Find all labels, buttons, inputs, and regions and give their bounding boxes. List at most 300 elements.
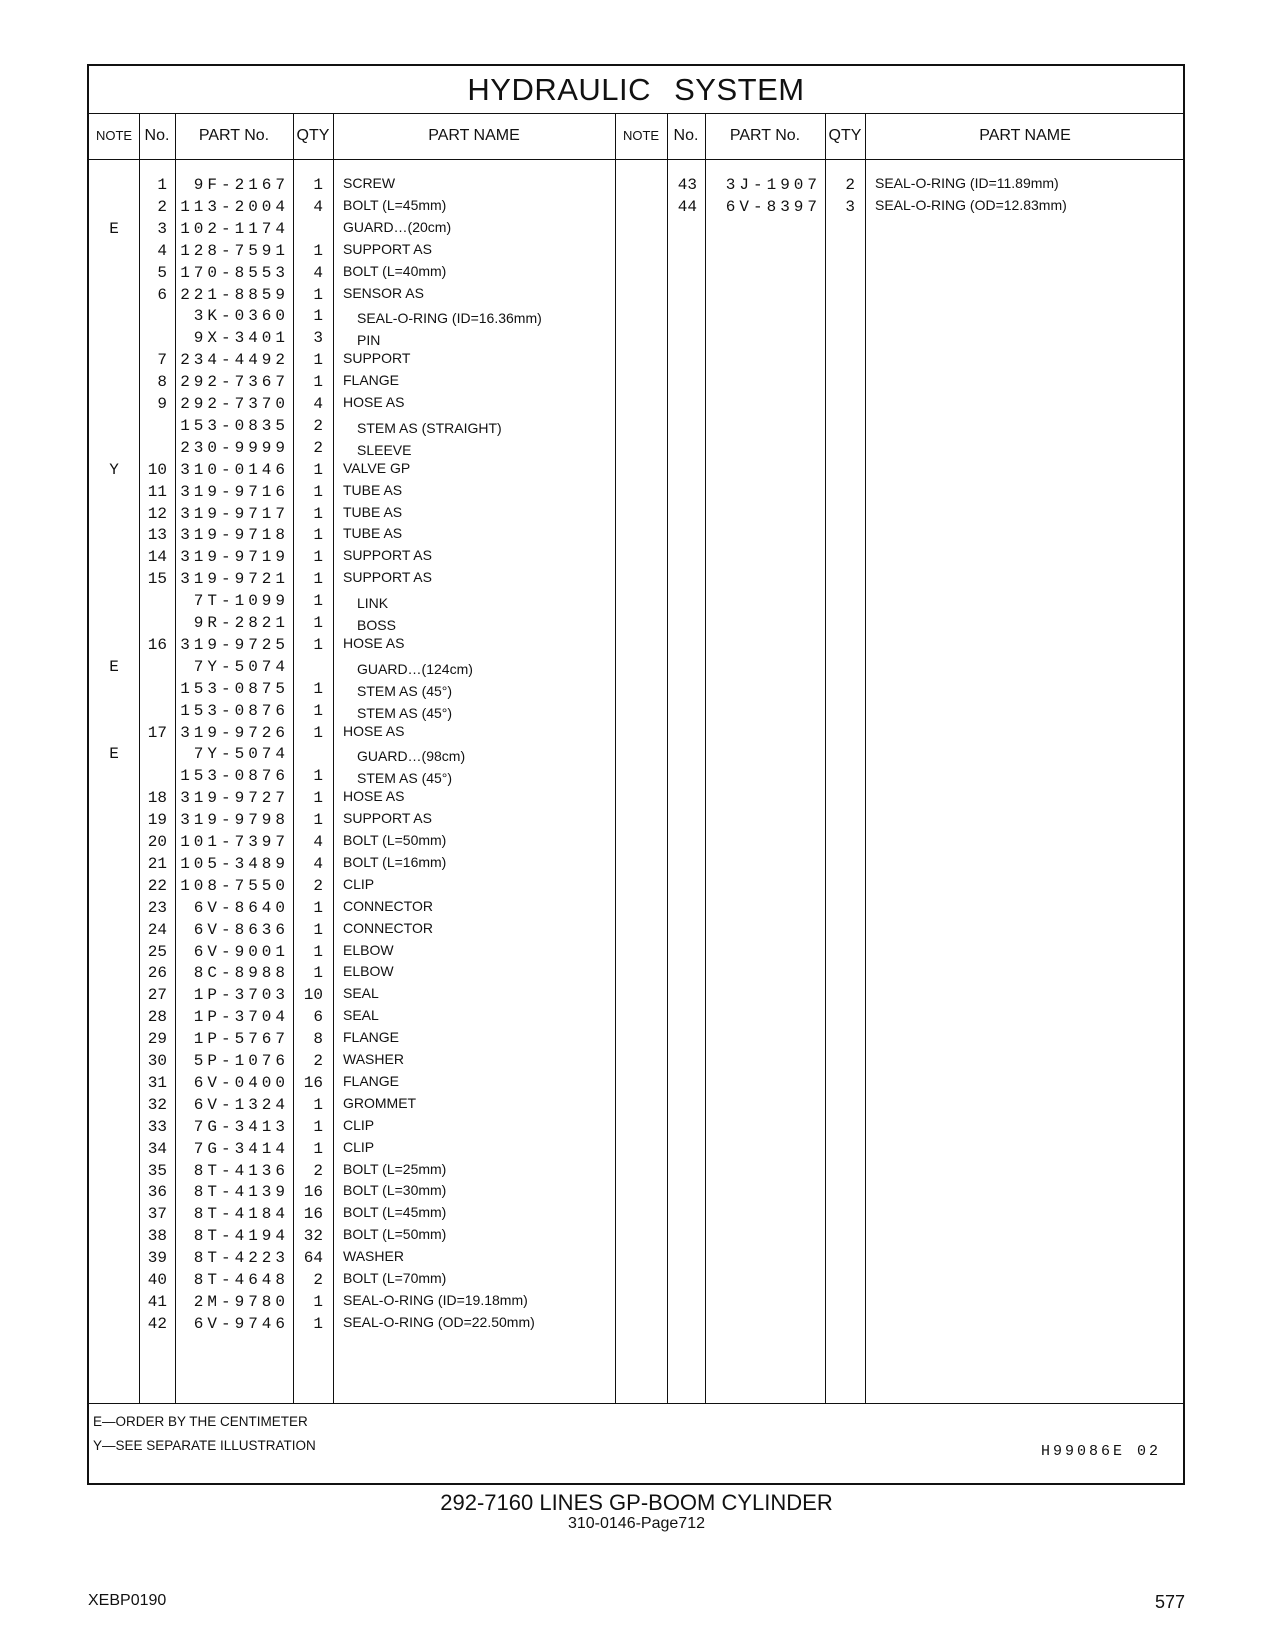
quantity: 1 (313, 942, 323, 961)
table-row (89, 349, 1183, 371)
table-row (89, 612, 1183, 634)
item-number: 14 (147, 548, 167, 567)
note-cell (90, 1072, 138, 1094)
part-name: STEM AS (45°) (357, 704, 453, 721)
part-name: SEAL (343, 985, 379, 1002)
note-cell (90, 437, 138, 459)
table-row (89, 1247, 1183, 1269)
quantity: 1 (313, 592, 323, 611)
item-number: 32 (147, 1095, 167, 1114)
note-cell (90, 700, 138, 722)
note-cell (616, 174, 664, 196)
part-name: TUBE AS (343, 525, 403, 542)
note-cell (90, 415, 138, 437)
item-number: 35 (147, 1161, 167, 1180)
header-part-name: PART NAME (428, 127, 520, 144)
note-cell (90, 809, 138, 831)
item-number: 21 (147, 854, 167, 873)
table-row (89, 568, 1183, 590)
item-number: 34 (147, 1139, 167, 1158)
item-number (137, 305, 167, 327)
part-number: 6V-9746 (193, 1314, 289, 1333)
note-cell: E (109, 219, 119, 238)
note-cell (90, 853, 138, 875)
quantity: 1 (313, 1314, 323, 1333)
note-cell (90, 722, 138, 744)
item-number (137, 656, 167, 678)
note-cell (90, 240, 138, 262)
section-title: HYDRAULIC SYSTEM (89, 66, 1183, 114)
note-cell (90, 787, 138, 809)
note-cell (90, 919, 138, 941)
item-number: 38 (147, 1227, 167, 1246)
quantity: 8 (313, 1030, 323, 1049)
table-row (89, 1116, 1183, 1138)
part-name: SENSOR AS (343, 284, 424, 301)
part-number: 7T-1099 (193, 592, 289, 611)
part-name: SEAL-O-RING (OD=22.50mm) (343, 1313, 535, 1330)
table-row (89, 437, 1183, 459)
page-number: 577 (1154, 1592, 1185, 1612)
part-number: 8T-4194 (193, 1227, 289, 1246)
part-name: CLIP (343, 875, 375, 892)
note-cell (90, 349, 138, 371)
quantity: 4 (313, 395, 323, 413)
table-row (89, 765, 1183, 787)
note-cell (90, 831, 138, 853)
part-name: GUARD…(20cm) (343, 218, 452, 235)
note-cell (90, 371, 138, 393)
quantity: 1 (313, 570, 323, 589)
quantity: 64 (303, 1249, 323, 1268)
part-name: BOLT (L=40mm) (343, 262, 447, 279)
quantity: 1 (313, 1095, 323, 1114)
part-number: 101-7397 (180, 833, 289, 851)
part-number: 6V-1324 (193, 1095, 289, 1114)
table-row (89, 853, 1183, 875)
note-cell (90, 962, 138, 984)
item-number: 31 (147, 1073, 167, 1092)
item-number: 13 (147, 526, 167, 545)
quantity: 3 (313, 329, 323, 348)
header-part-name-right: PART NAME (979, 127, 1071, 144)
quantity: 4 (313, 197, 323, 216)
item-number: 8 (157, 373, 167, 392)
item-number: 17 (147, 723, 167, 742)
table-row (89, 262, 1183, 284)
legend-divider (89, 1403, 1183, 1404)
note-cell (90, 1116, 138, 1138)
item-number: 36 (147, 1183, 167, 1202)
table-row (89, 327, 1183, 349)
part-name: SEAL-O-RING (ID=19.18mm) (343, 1291, 528, 1308)
table-row (89, 1291, 1183, 1313)
part-number: 6V-9001 (193, 942, 289, 961)
item-number: 1 (157, 176, 167, 194)
table-row (89, 1072, 1183, 1094)
note-cell (90, 1225, 138, 1247)
quantity: 1 (313, 898, 323, 917)
item-number: 3 (157, 219, 167, 238)
part-number: 2M-9780 (193, 1292, 289, 1311)
note-cell (90, 1050, 138, 1072)
quantity: 3 (845, 197, 855, 216)
note-cell (90, 524, 138, 546)
item-number: 33 (147, 1117, 167, 1136)
item-number: 23 (147, 898, 167, 917)
part-name: STEM AS (45°) (357, 770, 453, 787)
quantity: 4 (313, 854, 323, 873)
part-number: 113-2004 (180, 197, 289, 216)
note-cell (90, 1247, 138, 1269)
part-name: CONNECTOR (343, 919, 433, 936)
item-number: 11 (147, 482, 167, 501)
table-row (89, 218, 1183, 240)
quantity: 1 (313, 482, 323, 501)
quantity: 1 (313, 373, 323, 392)
note-cell: Y (109, 460, 119, 479)
quantity: 1 (313, 789, 323, 808)
part-name: SCREW (343, 175, 396, 191)
part-number: 319-9725 (180, 635, 289, 654)
table-row (89, 1160, 1183, 1182)
part-name: ELBOW (343, 963, 394, 980)
part-name: FLANGE (343, 1029, 400, 1046)
item-number: 30 (147, 1052, 167, 1070)
note-cell (90, 1138, 138, 1160)
part-number: 234-4492 (180, 351, 289, 370)
part-name: GROMMET (343, 1094, 417, 1111)
part-name: PIN (357, 332, 381, 349)
part-number: 221-8859 (180, 285, 289, 304)
quantity: 1 (313, 307, 323, 326)
drawing-code: H99086E 02 (1040, 1443, 1161, 1460)
note-cell (90, 897, 138, 919)
quantity: 16 (303, 1183, 323, 1202)
group-caption: 292-7160 LINES GP-BOOM CYLINDER (440, 1490, 833, 1515)
part-number: 105-3489 (180, 854, 289, 873)
part-name: SEAL-O-RING (OD=12.83mm) (875, 196, 1067, 213)
quantity: 2 (313, 1271, 323, 1289)
quantity: 6 (313, 1008, 323, 1027)
header-qty: QTY (296, 127, 330, 144)
part-name: STEM AS (STRAIGHT) (357, 419, 502, 436)
table-row (89, 634, 1183, 656)
part-name: BOLT (L=50mm) (343, 1226, 447, 1243)
item-number: 27 (147, 986, 167, 1005)
part-name: SEAL (343, 1007, 379, 1024)
quantity: 16 (303, 1205, 323, 1224)
header-part-no: PART No. (198, 127, 270, 144)
quantity: 1 (313, 285, 323, 304)
part-number: 310-0146 (180, 460, 289, 479)
item-number (137, 327, 167, 349)
part-name: BOLT (L=70mm) (343, 1270, 447, 1286)
part-number: 319-9726 (180, 723, 289, 742)
table-row (89, 984, 1183, 1006)
note-cell (90, 1160, 138, 1182)
table-row (89, 1225, 1183, 1247)
part-number: 319-9798 (180, 811, 289, 830)
part-number: 9F-2167 (193, 176, 289, 194)
note-cell (90, 1269, 138, 1291)
table-row (89, 196, 1183, 218)
table-row (89, 393, 1183, 415)
part-name: BOLT (L=30mm) (343, 1182, 447, 1199)
note-cell (90, 305, 138, 327)
header-no-right: No. (673, 127, 699, 144)
part-name: BOSS (357, 617, 396, 633)
part-name: BOLT (L=50mm) (343, 832, 447, 848)
item-number: 2 (157, 197, 167, 216)
part-name: SEAL-O-RING (ID=16.36mm) (357, 310, 542, 327)
part-number: 319-9718 (180, 526, 289, 545)
header-qty-right: QTY (828, 127, 862, 144)
table-row (89, 787, 1183, 809)
part-number: 9X-3401 (193, 329, 289, 348)
note-cell (616, 196, 664, 218)
note-cell (90, 634, 138, 656)
item-number: 29 (147, 1030, 167, 1049)
part-number: 3J-1907 (725, 176, 821, 194)
quantity: 1 (313, 614, 323, 632)
part-number: 128-7591 (180, 241, 289, 260)
item-number: 37 (147, 1205, 167, 1224)
part-name: SUPPORT AS (343, 810, 432, 827)
table-row (89, 897, 1183, 919)
note-cell (90, 1094, 138, 1116)
part-name: VALVE GP (343, 459, 411, 476)
item-number: 44 (677, 197, 697, 216)
part-number: 1P-3704 (193, 1008, 289, 1027)
item-number: 18 (147, 789, 167, 808)
table-row (89, 1006, 1183, 1028)
part-name: FLANGE (343, 1072, 400, 1089)
part-number: 292-7367 (180, 373, 289, 392)
part-number: 153-0876 (180, 701, 289, 720)
item-number: 15 (147, 570, 167, 589)
part-number: 7G-3413 (193, 1117, 289, 1136)
part-name: SUPPORT AS (343, 547, 432, 564)
part-name: LINK (357, 595, 389, 612)
note-cell (90, 1028, 138, 1050)
header-note-right: NOTE (622, 128, 660, 143)
quantity: 16 (303, 1073, 323, 1092)
table-row (89, 481, 1183, 503)
table-row (89, 546, 1183, 568)
part-name: BOLT (L=45mm) (343, 196, 447, 213)
part-number: 1P-5767 (193, 1030, 289, 1049)
item-number: 22 (147, 876, 167, 895)
table-row (89, 1050, 1183, 1072)
table-row (89, 831, 1183, 853)
table-row (89, 962, 1183, 984)
item-number (137, 678, 167, 700)
note-cell (90, 503, 138, 525)
quantity: 1 (313, 1117, 323, 1136)
item-number (137, 743, 167, 765)
quantity (295, 656, 323, 678)
quantity (295, 218, 323, 240)
part-name: BOLT (L=45mm) (343, 1204, 447, 1221)
note-cell (90, 590, 138, 612)
quantity: 2 (313, 1161, 323, 1180)
table-row (89, 1269, 1183, 1291)
item-number: 42 (147, 1314, 167, 1333)
quantity: 10 (303, 986, 323, 1005)
item-number (137, 765, 167, 787)
item-number: 39 (147, 1249, 167, 1268)
quantity: 1 (313, 920, 323, 939)
header-part-no-right: PART No. (729, 127, 801, 144)
table-row (89, 305, 1183, 327)
table-row (89, 240, 1183, 262)
table-row (89, 722, 1183, 744)
part-number: 319-9716 (180, 482, 289, 501)
quantity: 1 (313, 767, 323, 786)
item-number: 40 (147, 1271, 167, 1289)
table-row (89, 700, 1183, 722)
part-name: GUARD…(124cm) (357, 660, 473, 677)
part-number: 1P-3703 (193, 986, 289, 1005)
note-cell (90, 612, 138, 634)
quantity: 4 (313, 263, 323, 282)
part-number: 6V-8640 (193, 898, 289, 917)
table-row (89, 1138, 1183, 1160)
part-name: TUBE AS (343, 481, 403, 498)
note-cell (90, 941, 138, 963)
part-name: ELBOW (343, 941, 394, 958)
part-name: WASHER (343, 1051, 404, 1067)
quantity: 1 (313, 723, 323, 742)
part-name: CONNECTOR (343, 897, 433, 914)
note-cell (90, 262, 138, 284)
note-cell (90, 481, 138, 503)
quantity: 1 (313, 1292, 323, 1311)
table-row (89, 1313, 1183, 1335)
part-number: 8T-4139 (193, 1183, 289, 1202)
table-row (89, 743, 1183, 765)
note-cell: E (109, 745, 119, 764)
item-number: 28 (147, 1008, 167, 1027)
part-number: 319-9727 (180, 789, 289, 808)
item-number: 7 (157, 351, 167, 370)
header-no: No. (144, 127, 170, 144)
part-name: SUPPORT AS (343, 240, 432, 257)
table-row (89, 415, 1183, 437)
part-number: 170-8553 (180, 263, 289, 282)
table-header (89, 113, 1183, 160)
note-cell (90, 1313, 138, 1335)
table-row (89, 919, 1183, 941)
part-number: 108-7550 (180, 876, 289, 895)
item-number: 25 (147, 942, 167, 961)
item-number: 20 (147, 833, 167, 851)
part-name: GUARD…(98cm) (357, 748, 466, 765)
table-row (89, 1181, 1183, 1203)
part-name: HOSE AS (343, 722, 405, 739)
item-number (137, 700, 167, 722)
quantity: 4 (313, 833, 323, 851)
note-cell (90, 678, 138, 700)
part-number: 8T-4184 (193, 1205, 289, 1224)
note-cell (90, 327, 138, 349)
part-number: 319-9721 (180, 570, 289, 589)
item-number: 24 (147, 920, 167, 939)
item-number: 10 (147, 460, 167, 479)
table-row (89, 656, 1183, 678)
quantity: 1 (313, 964, 323, 983)
legend-y: Y—SEE SEPARATE ILLUSTRATION (93, 1438, 316, 1453)
item-number: 26 (147, 964, 167, 983)
part-number: 7Y-5074 (193, 745, 289, 764)
part-name: SEAL-O-RING (ID=11.89mm) (875, 175, 1059, 191)
note-cell (90, 546, 138, 568)
part-number: 9R-2821 (193, 614, 289, 632)
item-number: 41 (147, 1292, 167, 1311)
note-cell (90, 765, 138, 787)
part-name: SLEEVE (357, 441, 412, 458)
part-name: BOLT (L=16mm) (343, 853, 447, 870)
item-number: 4 (157, 241, 167, 260)
part-number: 6V-8397 (725, 197, 821, 216)
part-number: 7Y-5074 (193, 657, 289, 676)
item-number: 6 (157, 285, 167, 304)
item-number (137, 437, 167, 459)
quantity: 1 (313, 811, 323, 830)
table-row (89, 174, 1183, 196)
table-row (89, 590, 1183, 612)
quantity: 2 (845, 176, 855, 194)
note-cell (90, 1181, 138, 1203)
table-row (89, 503, 1183, 525)
part-name: TUBE AS (343, 503, 403, 520)
quantity: 1 (313, 460, 323, 479)
item-number: 43 (677, 176, 697, 194)
part-number: 319-9719 (180, 548, 289, 567)
note-cell (90, 1291, 138, 1313)
table-row (89, 524, 1183, 546)
quantity: 1 (313, 1139, 323, 1158)
item-number (137, 612, 167, 634)
parts-table-frame (87, 64, 1185, 1485)
item-number: 5 (157, 263, 167, 282)
table-row (89, 809, 1183, 831)
part-name: CLIP (343, 1116, 375, 1133)
quantity: 1 (313, 548, 323, 567)
part-name: FLANGE (343, 372, 400, 389)
part-name: HOSE AS (343, 394, 405, 410)
table-row (89, 1094, 1183, 1116)
quantity: 2 (313, 416, 323, 435)
page-reference: 310-0146-Page712 (567, 1515, 705, 1532)
quantity: 2 (313, 876, 323, 895)
table-row (89, 875, 1183, 897)
part-number: 3K-0360 (193, 307, 289, 326)
part-number: 319-9717 (180, 504, 289, 523)
part-name: HOSE AS (343, 788, 405, 805)
part-name: WASHER (343, 1248, 404, 1265)
quantity (295, 743, 323, 765)
document-code: XEBP0190 (88, 1592, 167, 1609)
part-number: 102-1174 (180, 219, 289, 238)
note-cell (90, 393, 138, 415)
quantity: 1 (313, 176, 323, 194)
item-number: 12 (147, 504, 167, 523)
note-cell (90, 568, 138, 590)
part-number: 6V-8636 (193, 920, 289, 939)
note-cell (90, 1006, 138, 1028)
